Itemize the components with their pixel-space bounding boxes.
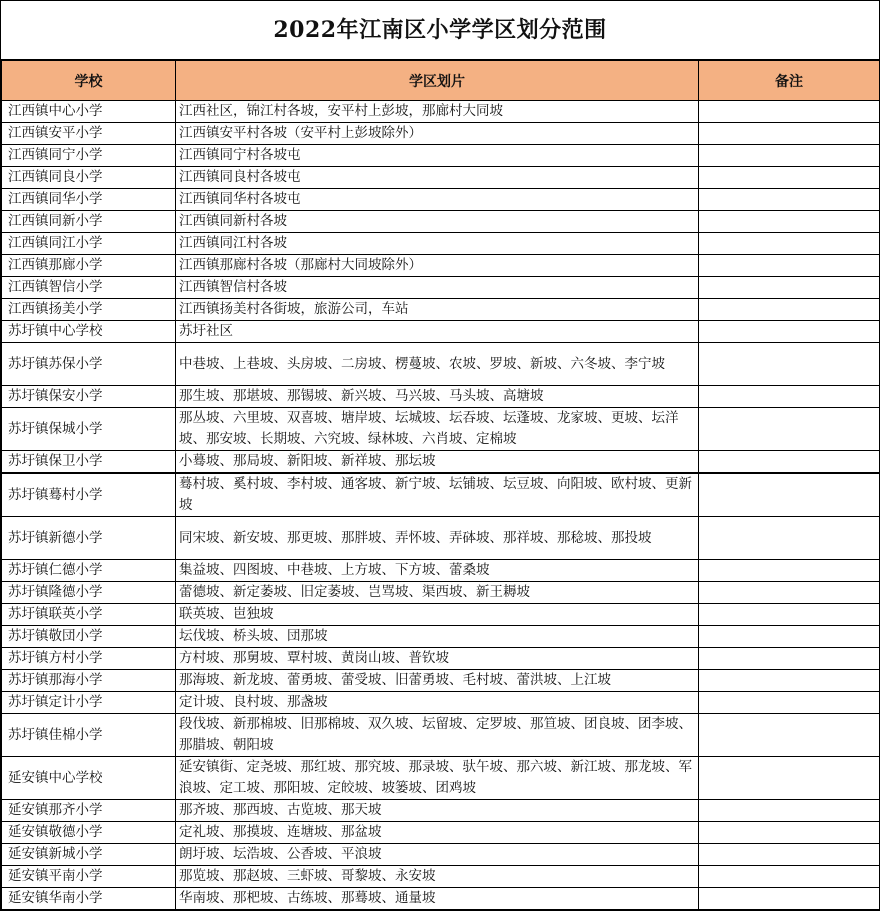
note-cell — [699, 321, 880, 343]
school-cell: 延安镇平南小学 — [2, 866, 176, 888]
table-row — [2, 560, 880, 582]
table-row — [2, 888, 880, 910]
area-cell: 联英坡、岜独坡 — [176, 604, 699, 626]
table-row — [2, 451, 880, 474]
table-row — [2, 277, 880, 299]
note-cell — [699, 277, 880, 299]
school-cell: 苏圩镇定计小学 — [2, 692, 176, 714]
table-row — [2, 189, 880, 211]
area-cell: 江西镇安平村各坡（安平村上彭坡除外） — [176, 123, 699, 145]
school-cell: 苏圩镇佳棉小学 — [2, 714, 176, 757]
table-row — [2, 167, 880, 189]
table-row — [2, 408, 880, 451]
note-cell — [699, 386, 880, 408]
school-cell: 苏圩镇苏保小学 — [2, 343, 176, 386]
note-cell — [699, 343, 880, 386]
area-cell: 江西镇同宁村各坡屯 — [176, 145, 699, 167]
area-cell: 定礼坡、那摸坡、连塘坡、那盆坡 — [176, 822, 699, 844]
note-cell — [699, 866, 880, 888]
school-cell: 苏圩镇方村小学 — [2, 648, 176, 670]
area-cell: 苏圩社区 — [176, 321, 699, 343]
school-cell: 江西镇同新小学 — [2, 211, 176, 233]
school-cell: 江西镇那廊小学 — [2, 255, 176, 277]
table-row — [2, 582, 880, 604]
school-cell: 苏圩镇敬団小学 — [2, 626, 176, 648]
note-cell — [699, 123, 880, 145]
school-cell: 江西镇同宁小学 — [2, 145, 176, 167]
area-cell: 朗圩坡、坛浩坡、公香坡、平浪坡 — [176, 844, 699, 866]
header-area: 学区划片 — [176, 61, 699, 101]
school-cell: 苏圩镇联英小学 — [2, 604, 176, 626]
note-cell — [699, 167, 880, 189]
table-row — [2, 233, 880, 255]
note-cell — [699, 211, 880, 233]
area-cell: 那丛坡、六里坡、双喜坡、塘岸坡、坛城坡、坛吞坡、坛蓬坡、龙家坡、更坡、坛洋坡、那安坡、长期坡、六究坡、绿林坡、六肖坡、定棉坡 — [176, 408, 699, 451]
table-row — [2, 299, 880, 321]
table-row — [2, 648, 880, 670]
school-cell: 江西镇同良小学 — [2, 167, 176, 189]
note-cell — [699, 714, 880, 757]
area-cell: 江西镇那廊村各坡（那廊村大同坡除外） — [176, 255, 699, 277]
note-cell — [699, 517, 880, 560]
area-cell: 华南坡、那杷坡、古练坡、那蓦坡、通量坡 — [176, 888, 699, 910]
school-cell: 江西镇同华小学 — [2, 189, 176, 211]
area-cell: 中巷坡、上巷坡、头房坡、二房坡、楞蔓坡、农坡、罗坡、新坡、六冬坡、李宁坡 — [176, 343, 699, 386]
table-row — [2, 692, 880, 714]
school-cell: 苏圩镇隆德小学 — [2, 582, 176, 604]
school-cell: 苏圩镇那海小学 — [2, 670, 176, 692]
note-cell — [699, 408, 880, 451]
note-cell — [699, 233, 880, 255]
area-cell: 江西镇智信村各坡 — [176, 277, 699, 299]
note-cell — [699, 582, 880, 604]
table-row — [2, 517, 880, 560]
area-cell: 江西社区，锦江村各坡，安平村上彭坡，那廊村大同坡 — [176, 101, 699, 123]
area-cell: 同宋坡、新安坡、那更坡、那胖坡、弄怀坡、弄砵坡、那祥坡、那稔坡、那投坡 — [176, 517, 699, 560]
note-cell — [699, 648, 880, 670]
area-cell: 坛伐坡、桥头坡、団那坡 — [176, 626, 699, 648]
area-cell: 方村坡、那舅坡、覃村坡、黄岗山坡、普钦坡 — [176, 648, 699, 670]
school-cell: 苏圩镇蓦村小学 — [2, 473, 176, 517]
area-cell: 定计坡、良村坡、那盏坡 — [176, 692, 699, 714]
note-cell — [699, 692, 880, 714]
school-cell: 延安镇敬德小学 — [2, 822, 176, 844]
note-cell — [699, 800, 880, 822]
note-cell — [699, 255, 880, 277]
area-cell: 蕾德坡、新定萎坡、旧定萎坡、岂骂坡、渠西坡、新王耨坡 — [176, 582, 699, 604]
area-cell: 江西镇同良村各坡屯 — [176, 167, 699, 189]
header-note: 备注 — [699, 61, 880, 101]
table-row — [2, 473, 880, 517]
school-cell: 江西镇中心小学 — [2, 101, 176, 123]
school-cell: 苏圩镇保安小学 — [2, 386, 176, 408]
table-row — [2, 626, 880, 648]
table-row — [2, 386, 880, 408]
area-cell: 蓦村坡、奚村坡、李村坡、通客坡、新宁坡、坛铺坡、坛豆坡、向阳坡、欧村坡、更新坡 — [176, 473, 699, 517]
table-row — [2, 844, 880, 866]
school-cell: 江西镇扬美小学 — [2, 299, 176, 321]
school-cell: 苏圩镇保城小学 — [2, 408, 176, 451]
district-table — [1, 60, 880, 910]
area-cell: 那海坡、新龙坡、蕾勇坡、蕾受坡、旧蕾勇坡、毛村坡、蕾洪坡、上江坡 — [176, 670, 699, 692]
school-cell: 苏圩镇保卫小学 — [2, 451, 176, 474]
area-cell: 江西镇同新村各坡 — [176, 211, 699, 233]
area-cell: 江西镇同华村各坡屯 — [176, 189, 699, 211]
table-row — [2, 101, 880, 123]
table-row — [2, 145, 880, 167]
area-cell: 那齐坡、那西坡、古览坡、那天坡 — [176, 800, 699, 822]
header-school: 学校 — [2, 61, 176, 101]
school-cell: 苏圩镇仁德小学 — [2, 560, 176, 582]
school-cell: 延安镇那齐小学 — [2, 800, 176, 822]
table-row — [2, 866, 880, 888]
area-cell: 江西镇同江村各坡 — [176, 233, 699, 255]
note-cell — [699, 451, 880, 474]
note-cell — [699, 604, 880, 626]
note-cell — [699, 560, 880, 582]
area-cell: 延安镇街、定尧坡、那红坡、那究坡、那录坡、驮午坡、那六坡、新江坡、那龙坡、军浪坡、定工坡、那阳坡、定皎坡、坡篓坡、团鸡坡 — [176, 757, 699, 800]
area-cell: 江西镇扬美村各街坡，旅游公司，车站 — [176, 299, 699, 321]
table-row — [2, 604, 880, 626]
table-row — [2, 343, 880, 386]
note-cell — [699, 757, 880, 800]
school-cell: 延安镇华南小学 — [2, 888, 176, 910]
table-row — [2, 255, 880, 277]
school-cell: 延安镇中心学校 — [2, 757, 176, 800]
table-row — [2, 321, 880, 343]
school-cell: 江西镇安平小学 — [2, 123, 176, 145]
table-row — [2, 714, 880, 757]
table-row — [2, 800, 880, 822]
note-cell — [699, 822, 880, 844]
area-cell: 集益坡、四图坡、中巷坡、上方坡、下方坡、蕾桑坡 — [176, 560, 699, 582]
area-cell: 那生坡、那堪坡、那锡坡、新兴坡、马兴坡、马头坡、高塘坡 — [176, 386, 699, 408]
school-cell: 延安镇新城小学 — [2, 844, 176, 866]
school-cell: 江西镇同江小学 — [2, 233, 176, 255]
table-body — [2, 101, 880, 910]
note-cell — [699, 626, 880, 648]
page-title: 2022年江南区小学学区划分范围 — [1, 1, 879, 60]
table-row — [2, 757, 880, 800]
note-cell — [699, 299, 880, 321]
note-cell — [699, 145, 880, 167]
table-row — [2, 822, 880, 844]
note-cell — [699, 473, 880, 517]
school-cell: 江西镇智信小学 — [2, 277, 176, 299]
header-row — [2, 61, 880, 101]
school-cell: 苏圩镇新德小学 — [2, 517, 176, 560]
area-cell: 段伐坡、新那棉坡、旧那棉坡、双久坡、坛留坡、定罗坡、那笪坡、团良坡、团李坡、那腊坡、朝阳坡 — [176, 714, 699, 757]
note-cell — [699, 888, 880, 910]
area-cell: 那览坡、那赵坡、三虾坡、哥黎坡、永安坡 — [176, 866, 699, 888]
area-cell: 小蓦坡、那局坡、新阳坡、新祥坡、那坛坡 — [176, 451, 699, 474]
note-cell — [699, 670, 880, 692]
table-row — [2, 123, 880, 145]
school-cell: 苏圩镇中心学校 — [2, 321, 176, 343]
note-cell — [699, 189, 880, 211]
note-cell — [699, 101, 880, 123]
note-cell — [699, 844, 880, 866]
table-row — [2, 211, 880, 233]
table-row — [2, 670, 880, 692]
